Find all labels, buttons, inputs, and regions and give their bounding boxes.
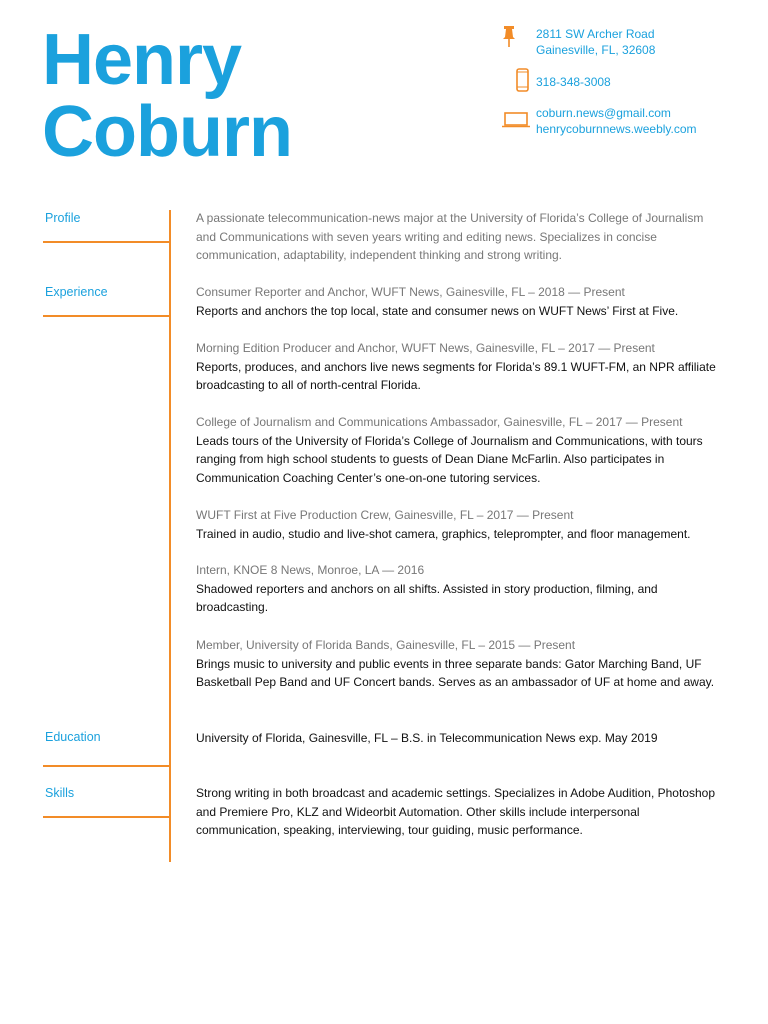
section-rule-profile: [43, 241, 171, 243]
section-rule-education: [43, 765, 171, 767]
experience-desc: Brings music to university and public events in three separate bands: Gator Marching Band, UF Basketball Pep Band and UF Concert bands. Serves as an ambassador of UF at home and away.: [196, 656, 715, 689]
phone-number[interactable]: 318-348-3008: [536, 75, 611, 89]
experience-title: Consumer Reporter and Anchor, WUFT News, Gainesville, FL – 2018 — Present: [196, 285, 625, 299]
section-rule-experience: [43, 315, 171, 317]
experience-title: WUFT First at Five Production Crew, Gainesville, FL – 2017 — Present: [196, 508, 574, 522]
section-label-education: Education: [45, 730, 101, 744]
first-name: Henry: [42, 20, 242, 100]
contact-web: [502, 105, 762, 137]
contact-address: [502, 26, 762, 66]
email-link[interactable]: coburn.news@gmail.com: [536, 106, 671, 120]
experience-desc: Reports, produces, and anchors live news segments for Florida’s 89.1 WUFT-FM, an NPR affiliate broadcasting to all of north-central Florida.: [196, 359, 716, 392]
experience-title: College of Journalism and Communications Ambassador, Gainesville, FL – 2017 — Present: [196, 415, 683, 429]
section-label-profile: Profile: [45, 211, 81, 225]
address-line2: Gainesville, FL, 32608: [536, 43, 656, 57]
contact-phone: [502, 74, 762, 90]
laptop-icon: [502, 112, 530, 132]
section-label-experience: Experience: [45, 285, 108, 299]
experience-entry: [196, 636, 726, 692]
experience-desc: Leads tours of the University of Florida’s College of Journalism and Communications, with tours ranging from high school students to guests of Dean Diane McFarlin. Also participates in Communication Coaching Center’s one-on-one tutoring services.: [196, 433, 703, 485]
skills-text: Strong writing in both broadcast and academic settings. Specializes in Adobe Audition, Photoshop and Premiere Pro, KLZ and Wideorbit Automation. Other skills include interpersonal communication, speaking, interviewing, tour guiding, music performance.: [196, 786, 715, 837]
phone-icon: [516, 68, 529, 96]
experience-desc: Trained in audio, studio and live-shot camera, graphics, teleprompter, and floor management.: [196, 526, 691, 541]
experience-entry: [196, 506, 726, 543]
section-rule-skills: [43, 816, 171, 818]
experience-entry: [196, 413, 726, 487]
experience-title: Intern, KNOE 8 News, Monroe, LA — 2016: [196, 563, 425, 577]
profile-text: A passionate telecommunication-news major at the University of Florida’s College of Journalism and Communications with seven years writing and editing news. Specializes in concise communication, adaptability, independent thinking and strong writing.: [196, 211, 704, 262]
experience-entry: [196, 561, 726, 617]
experience-title: Morning Edition Producer and Anchor, WUFT News, Gainesville, FL – 2017 — Present: [196, 341, 655, 355]
website-link[interactable]: henrycoburnnews.weebly.com: [536, 122, 697, 136]
section-label-skills: Skills: [45, 786, 75, 800]
contact-block: [502, 26, 762, 136]
experience-title: Member, University of Florida Bands, Gainesville, FL – 2015 — Present: [196, 638, 576, 652]
experience-entry: [196, 283, 726, 320]
address-line1: 2811 SW Archer Road: [536, 27, 655, 41]
pushpin-icon: [502, 26, 516, 52]
experience-entry: [196, 339, 726, 395]
resume-name: [42, 20, 292, 172]
last-name: Coburn: [42, 92, 292, 172]
education-text: University of Florida, Gainesville, FL – B.S. in Telecommunication News exp. May 2019: [196, 731, 658, 745]
experience-desc: Reports and anchors the top local, state and consumer news on WUFT News’ First at Five.: [196, 303, 679, 318]
experience-desc: Shadowed reporters and anchors on all shifts. Assisted in story production, filming, and broadcasting.: [196, 581, 658, 614]
